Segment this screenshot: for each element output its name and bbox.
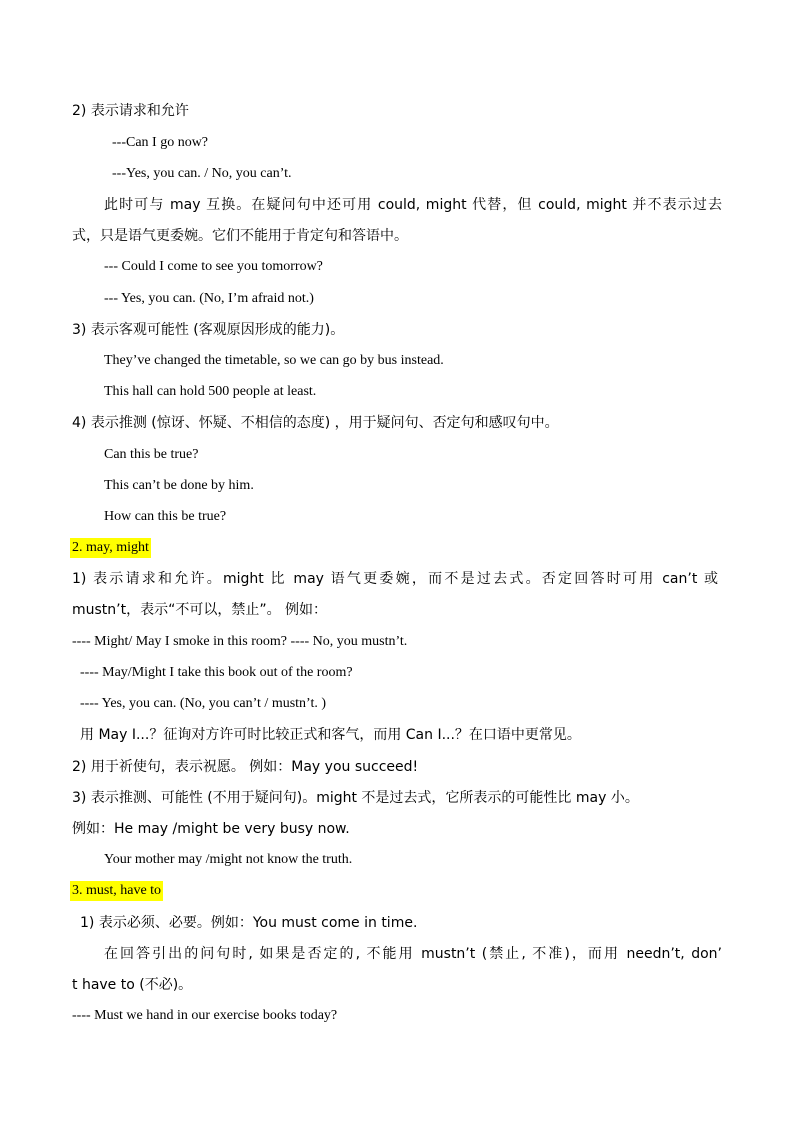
paragraph-line: 此时可与 may 互换。在疑问句中还可用 could, might 代替，但 could, might 并不表示过去	[104, 197, 722, 213]
paragraph-line: t have to (不必)。	[72, 977, 193, 993]
example-line: They’ve changed the timetable, so we can go by bus instead.	[104, 353, 444, 368]
example-line: This can’t be done by him.	[104, 478, 254, 493]
example-line: --- Could I come to see you tomorrow?	[104, 259, 323, 274]
paragraph-line: 式，只是语气更委婉。它们不能用于肯定句和答语中。	[72, 228, 408, 244]
section-heading-request-permission: 2) 表示请求和允许	[72, 103, 189, 119]
section-heading-speculation: 4) 表示推测 (惊讶、怀疑、不相信的态度) ，用于疑问句、否定句和感叹句中。	[72, 415, 559, 431]
highlighted-heading-may-might: 2. may, might	[70, 538, 151, 558]
paragraph-line: 在回答引出的问句时, 如果是否定的, 不能用 mustn’t (禁止, 不准)，而用 needn’t, don’	[104, 946, 722, 962]
paragraph-line: 用 May I...？征询对方许可时比较正式和客气，而用 Can I...？在口语中更常见。	[80, 727, 581, 743]
example-line: 例如：He may /might be very busy now.	[72, 821, 350, 837]
example-line: ---Can I go now?	[112, 135, 209, 150]
section-heading-necessity: 1) 表示必须、必要。例如：You must come in time.	[80, 915, 418, 931]
highlighted-heading-must-have-to: 3. must, have to	[70, 881, 163, 901]
section-heading-possibility: 3) 表示推测、可能性 (不用于疑问句)。might 不是过去式，它所表示的可能性比 may 小。	[72, 790, 639, 806]
example-line: How can this be true?	[104, 509, 227, 524]
example-line: ---- Must we hand in our exercise books today?	[72, 1008, 338, 1023]
paragraph-line: 1) 表示请求和允许。might 比 may 语气更委婉，而不是过去式。否定回答时可用 can’t 或	[72, 571, 718, 587]
section-heading-wishes: 2) 用于祈使句，表示祝愿。 例如：May you succeed!	[72, 759, 419, 775]
example-line: ---- May/Might I take this book out of the room?	[80, 665, 353, 680]
example-line: This hall can hold 500 people at least.	[104, 384, 317, 399]
example-line: ---- Might/ May I smoke in this room? ---- No, you mustn’t.	[72, 634, 408, 649]
example-line: --- Yes, you can. (No, I’m afraid not.)	[104, 291, 314, 306]
example-line: ---Yes, you can. / No, you can’t.	[112, 166, 292, 181]
example-line: ---- Yes, you can. (No, you can’t / mustn’t. )	[80, 696, 327, 711]
paragraph-line: mustn’t，表示“不可以，禁止”。 例如：	[72, 602, 328, 618]
example-line: Your mother may /might not know the truth.	[104, 852, 353, 867]
example-line: Can this be true?	[104, 447, 199, 462]
section-heading-objective-possibility: 3) 表示客观可能性 (客观原因形成的能力)。	[72, 322, 345, 338]
